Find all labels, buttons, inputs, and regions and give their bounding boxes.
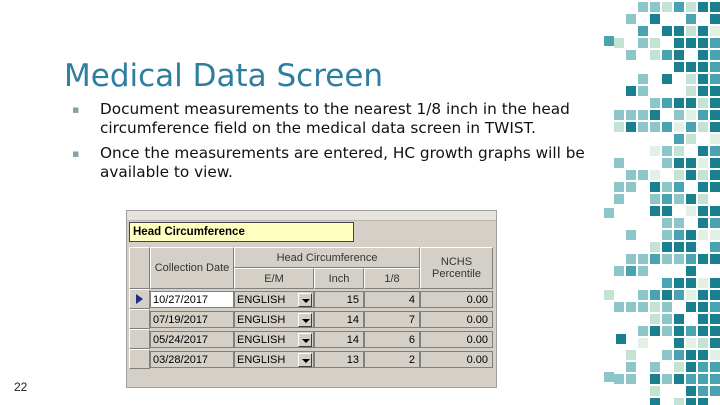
mosaic-tile	[604, 208, 614, 218]
mosaic-tile	[710, 314, 720, 324]
mosaic-tile	[686, 386, 696, 396]
mosaic-tile	[710, 218, 720, 228]
mosaic-tile	[698, 398, 708, 405]
mosaic-tile	[674, 62, 684, 72]
page-number: 22	[14, 380, 28, 394]
mosaic-tile	[650, 2, 660, 12]
mosaic-tile	[710, 62, 720, 72]
mosaic-tile	[626, 14, 636, 24]
mosaic-tile	[686, 170, 696, 180]
mosaic-tile	[650, 386, 660, 396]
mosaic-tile	[698, 146, 708, 156]
inch-cell[interactable]: 15	[314, 291, 364, 308]
mosaic-tile	[638, 74, 648, 84]
mosaic-tile	[698, 338, 708, 348]
bullet-item	[72, 144, 592, 182]
mosaic-tile	[638, 338, 648, 348]
mosaic-tile	[686, 62, 696, 72]
em-value: ENGLISH	[237, 314, 286, 326]
mosaic-tile	[686, 38, 696, 48]
mosaic-tile	[710, 98, 720, 108]
mosaic-tile	[686, 374, 696, 384]
mosaic-tile	[686, 74, 696, 84]
mosaic-tile	[650, 122, 660, 132]
mosaic-tile	[698, 230, 708, 240]
mosaic-tile	[650, 314, 660, 324]
mosaic-tile	[698, 206, 708, 216]
mosaic-tile	[698, 326, 708, 336]
panel-title: Head Circumference	[129, 222, 354, 242]
mosaic-tile	[674, 26, 684, 36]
inch-cell[interactable]: 13	[314, 351, 364, 368]
mosaic-tile	[614, 374, 624, 384]
mosaic-tile	[650, 242, 660, 252]
dropdown-arrow-icon[interactable]	[298, 353, 312, 367]
mosaic-tile	[686, 86, 696, 96]
mosaic-tile	[626, 254, 636, 264]
mosaic-tile	[698, 62, 708, 72]
mosaic-tile	[614, 158, 624, 168]
mosaic-tile	[638, 170, 648, 180]
mosaic-tile	[686, 158, 696, 168]
mosaic-tile	[662, 230, 672, 240]
mosaic-tile	[710, 38, 720, 48]
bullet-list	[72, 100, 592, 188]
mosaic-tile	[614, 266, 624, 276]
mosaic-tile	[674, 2, 684, 12]
mosaic-tile	[638, 290, 648, 300]
mosaic-tile	[698, 26, 708, 36]
nchs-percentile-header[interactable]: NCHS Percentile	[420, 247, 493, 289]
mosaic-tile	[626, 230, 636, 240]
row-selector[interactable]	[129, 349, 150, 369]
dropdown-arrow-icon[interactable]	[298, 333, 312, 347]
mosaic-tile	[662, 146, 672, 156]
mosaic-tile	[674, 50, 684, 60]
mosaic-tile	[710, 362, 720, 372]
mosaic-tile	[626, 362, 636, 372]
mosaic-tile	[698, 50, 708, 60]
mosaic-tile	[650, 182, 660, 192]
mosaic-tile	[604, 36, 614, 46]
mosaic-tile	[674, 146, 684, 156]
mosaic-tile	[638, 86, 648, 96]
mosaic-tile	[662, 278, 672, 288]
mosaic-tile	[686, 350, 696, 360]
mosaic-tile	[710, 74, 720, 84]
mosaic-tile	[616, 334, 626, 344]
row-selector[interactable]	[129, 289, 150, 309]
mosaic-tile	[674, 242, 684, 252]
mosaic-tile	[674, 98, 684, 108]
mosaic-tile	[662, 218, 672, 228]
collection-date-cell[interactable]: 10/27/2017	[150, 291, 234, 308]
percentile-cell: 0.00	[420, 291, 493, 308]
mosaic-tile	[686, 98, 696, 108]
eighth-cell[interactable]: 6	[364, 331, 420, 348]
mosaic-tile	[686, 302, 696, 312]
mosaic-tile	[662, 206, 672, 216]
mosaic-tile	[698, 98, 708, 108]
mosaic-tile	[638, 122, 648, 132]
mosaic-tile	[698, 2, 708, 12]
mosaic-tile	[710, 230, 720, 240]
dropdown-arrow-icon[interactable]	[298, 313, 312, 327]
mosaic-tile	[626, 122, 636, 132]
mosaic-tile	[674, 362, 684, 372]
mosaic-tile	[710, 242, 720, 252]
percentile-cell: 0.00	[420, 331, 493, 348]
mosaic-tile	[710, 290, 720, 300]
mosaic-tile	[662, 326, 672, 336]
mosaic-tile	[686, 362, 696, 372]
mosaic-tile	[662, 2, 672, 12]
mosaic-tile	[650, 98, 660, 108]
mosaic-tile	[686, 230, 696, 240]
mosaic-tile	[686, 278, 696, 288]
slide-title: Medical Data Screen	[64, 58, 384, 94]
mosaic-tile	[686, 122, 696, 132]
inch-cell[interactable]: 14	[314, 331, 364, 348]
mosaic-tile	[710, 110, 720, 120]
mosaic-tile	[698, 194, 708, 204]
mosaic-tile	[698, 170, 708, 180]
mosaic-tile	[638, 326, 648, 336]
mosaic-tile	[686, 26, 696, 36]
current-row-arrow-icon	[136, 294, 143, 304]
em-dropdown[interactable]	[234, 311, 314, 328]
mosaic-tile	[626, 86, 636, 96]
mosaic-tile	[710, 146, 720, 156]
window-top-bar	[127, 211, 496, 221]
mosaic-tile	[650, 206, 660, 216]
inch-cell[interactable]: 14	[314, 311, 364, 328]
mosaic-tile	[686, 266, 696, 276]
mosaic-tile	[638, 26, 648, 36]
mosaic-tile	[626, 50, 636, 60]
mosaic-tile	[650, 38, 660, 48]
mosaic-tile	[674, 38, 684, 48]
collection-date-header[interactable]: Collection Date	[150, 247, 234, 289]
mosaic-tile	[650, 374, 660, 384]
mosaic-tile	[686, 254, 696, 264]
mosaic-tile	[674, 194, 684, 204]
mosaic-tile	[710, 350, 720, 360]
mosaic-tile	[662, 302, 672, 312]
mosaic-tile	[662, 350, 672, 360]
row-selector-header	[129, 247, 150, 289]
mosaic-tile	[650, 326, 660, 336]
mosaic-tile	[604, 372, 614, 382]
row-selector[interactable]	[129, 309, 150, 329]
mosaic-tile	[710, 182, 720, 192]
mosaic-tile	[698, 158, 708, 168]
mosaic-tile	[686, 206, 696, 216]
mosaic-tile	[614, 302, 624, 312]
collection-date-cell[interactable]: 05/24/2017	[150, 331, 234, 348]
dropdown-arrow-icon[interactable]	[298, 293, 312, 307]
mosaic-tile	[686, 242, 696, 252]
mosaic-tile	[674, 134, 684, 144]
mosaic-tile	[674, 218, 684, 228]
mosaic-tile	[710, 374, 720, 384]
mosaic-tile	[638, 302, 648, 312]
mosaic-tile	[626, 182, 636, 192]
mosaic-tile	[698, 374, 708, 384]
mosaic-tile	[662, 98, 672, 108]
mosaic-tile	[698, 278, 708, 288]
mosaic-tile	[698, 110, 708, 120]
mosaic-tile	[710, 170, 720, 180]
mosaic-tile	[710, 338, 720, 348]
mosaic-tile	[626, 302, 636, 312]
mosaic-tile	[614, 122, 624, 132]
bullet-item	[72, 100, 592, 138]
em-header[interactable]: E/M	[234, 268, 314, 289]
em-dropdown[interactable]	[234, 351, 314, 368]
mosaic-tile	[674, 314, 684, 324]
mosaic-tile	[686, 338, 696, 348]
bullet-marker-icon: ▪	[72, 147, 80, 160]
mosaic-tile	[698, 218, 708, 228]
mosaic-tile	[650, 362, 660, 372]
collection-date-cell[interactable]: 03/28/2017	[150, 351, 234, 368]
mosaic-tile	[638, 2, 648, 12]
mosaic-tile	[662, 26, 672, 36]
mosaic-tile	[698, 254, 708, 264]
mosaic-tile	[662, 290, 672, 300]
mosaic-tile	[710, 134, 720, 144]
mosaic-tile	[650, 14, 660, 24]
mosaic-tile	[674, 326, 684, 336]
mosaic-tile	[698, 122, 708, 132]
mosaic-tile	[698, 290, 708, 300]
eighth-cell[interactable]: 4	[364, 291, 420, 308]
mosaic-tile	[686, 290, 696, 300]
mosaic-tile	[710, 278, 720, 288]
em-value: ENGLISH	[237, 354, 286, 366]
mosaic-tile	[710, 2, 720, 12]
mosaic-tile	[638, 110, 648, 120]
head-circumference-header: Head Circumference	[234, 247, 420, 268]
mosaic-tile	[662, 158, 672, 168]
inch-header[interactable]: Inch	[314, 268, 364, 289]
mosaic-tile	[686, 326, 696, 336]
mosaic-tile	[614, 110, 624, 120]
mosaic-tile	[698, 386, 708, 396]
percentile-cell: 0.00	[420, 311, 493, 328]
mosaic-tile	[662, 74, 672, 84]
collection-date-cell[interactable]: 07/19/2017	[150, 311, 234, 328]
mosaic-tile	[710, 326, 720, 336]
mosaic-tile	[674, 290, 684, 300]
mosaic-tile	[614, 182, 624, 192]
mosaic-tile	[686, 2, 696, 12]
mosaic-tile	[674, 398, 684, 405]
mosaic-tile	[710, 254, 720, 264]
mosaic-tile	[662, 314, 672, 324]
mosaic-tile	[662, 242, 672, 252]
mosaic-tile	[662, 194, 672, 204]
mosaic-tile	[710, 86, 720, 96]
mosaic-tile	[650, 50, 660, 60]
mosaic-tile	[698, 182, 708, 192]
mosaic-tile	[638, 266, 648, 276]
mosaic-tile	[626, 374, 636, 384]
mosaic-tile	[626, 266, 636, 276]
mosaic-tile	[614, 194, 624, 204]
mosaic-tile	[710, 122, 720, 132]
mosaic-tile	[614, 38, 624, 48]
mosaic-tile	[686, 398, 696, 405]
mosaic-tile	[638, 254, 648, 264]
mosaic-tile	[710, 14, 720, 24]
mosaic-tile	[650, 170, 660, 180]
mosaic-tile	[662, 374, 672, 384]
twist-medical-data-window	[126, 210, 497, 388]
mosaic-tile	[686, 194, 696, 204]
mosaic-tile	[710, 50, 720, 60]
percentile-cell: 0.00	[420, 351, 493, 368]
mosaic-tile	[674, 350, 684, 360]
mosaic-tile	[698, 350, 708, 360]
mosaic-tile	[650, 398, 660, 405]
mosaic-tile	[604, 290, 614, 300]
em-dropdown[interactable]	[234, 331, 314, 348]
em-value: ENGLISH	[237, 334, 286, 346]
mosaic-tile	[698, 38, 708, 48]
mosaic-tile	[674, 122, 684, 132]
mosaic-tile	[686, 134, 696, 144]
mosaic-tile	[650, 290, 660, 300]
mosaic-tile	[674, 338, 684, 348]
mosaic-tile	[626, 110, 636, 120]
bullet-text: Document measurements to the nearest 1/8 inch in the head circumference field on the medical data screen in TWIST.	[100, 100, 570, 137]
em-dropdown[interactable]	[234, 291, 314, 308]
mosaic-tile	[686, 110, 696, 120]
mosaic-tile	[674, 182, 684, 192]
mosaic-tile	[698, 314, 708, 324]
mosaic-tile	[698, 74, 708, 84]
mosaic-tile	[662, 254, 672, 264]
bullet-marker-icon: ▪	[72, 103, 80, 116]
mosaic-tile	[710, 302, 720, 312]
mosaic-tile	[710, 26, 720, 36]
mosaic-tile	[698, 362, 708, 372]
row-selector[interactable]	[129, 329, 150, 349]
eighth-cell[interactable]: 7	[364, 311, 420, 328]
eighth-header[interactable]: 1/8	[364, 268, 420, 289]
mosaic-tile	[674, 254, 684, 264]
mosaic-tile	[674, 374, 684, 384]
mosaic-tile	[674, 278, 684, 288]
mosaic-tile	[650, 194, 660, 204]
mosaic-tile	[650, 146, 660, 156]
mosaic-tile	[698, 302, 708, 312]
mosaic-tile	[674, 230, 684, 240]
mosaic-tile	[686, 14, 696, 24]
mosaic-tile	[650, 110, 660, 120]
mosaic-tile	[710, 206, 720, 216]
mosaic-tile	[674, 110, 684, 120]
mosaic-tile	[698, 86, 708, 96]
mosaic-tile	[650, 302, 660, 312]
mosaic-tile	[674, 170, 684, 180]
mosaic-tile	[626, 170, 636, 180]
mosaic-tile	[638, 38, 648, 48]
em-value: ENGLISH	[237, 294, 286, 306]
mosaic-tile	[626, 350, 636, 360]
mosaic-tile	[662, 182, 672, 192]
mosaic-tile	[674, 158, 684, 168]
mosaic-tile	[662, 122, 672, 132]
mosaic-tile	[710, 158, 720, 168]
mosaic-tile	[650, 254, 660, 264]
mosaic-tile	[710, 386, 720, 396]
mosaic-tile	[662, 50, 672, 60]
bullet-text: Once the measurements are entered, HC growth graphs will be available to view.	[100, 144, 585, 181]
eighth-cell[interactable]: 2	[364, 351, 420, 368]
